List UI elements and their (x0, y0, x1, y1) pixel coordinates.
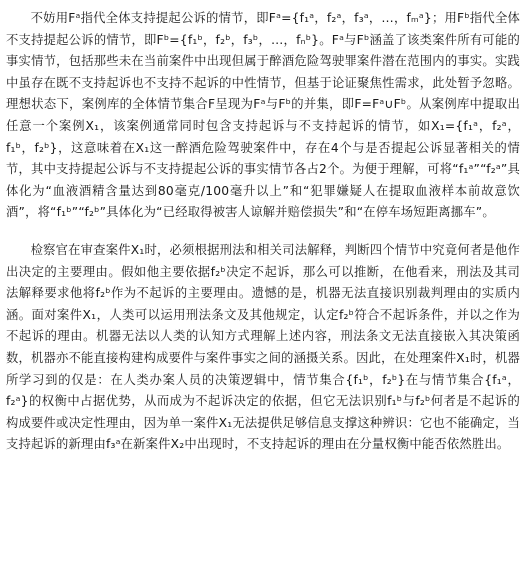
document-body (6, 8, 520, 456)
paragraph-2: 检察官在审查案件X₁时，必须根据刑法和相关司法解释，判断四个情节中究竟何者是他作出决定的主要理由。假如他主要依据f₂ᵇ决定不起诉，那么可以推断，在他看来，刑法及其司法解释要求他将f₂ᵇ作为不起诉的主要理由。遗憾的是，机器无法直接识别裁判理由的实质内涵。面对案件X₁，人类可以运用刑法条文及其他规定，认定f₂ᵇ符合不起诉条件，并以之作为不起诉的理由。机器无法以人类的认知方式理解上述内容，刑法条文无法直接嵌入其决策函数，机器亦不能直接构建构成要件与案件事实之间的涵摄关系。因此，在处理案件X₁时，机器所学习到的仅是：在人类办案人员的决策逻辑中，情节集合{f₁ᵇ，f₂ᵇ}在与情节集合{f₁ᵃ，f₂ᵃ}的权衡中占据优势，从而成为不起诉决定的依据，但它无法识别f₁ᵇ与f₂ᵇ何者是不起诉的构成要件或决定性理由，因为单一案件X₁无法提供足够信息支撑这种辨识：它也不能确定，当支持起诉的新理由f₃ᵃ在新案件X₂中出现时，不支持起诉的理由在分量权衡中能否依然胜出。 (6, 242, 520, 452)
paragraph-1: 不妨用Fᵃ指代全体支持提起公诉的情节，即Fᵃ={f₁ᵃ，f₂ᵃ，f₃ᵃ，…，fₘᵃ}；用Fᵇ指代全体不支持提起公诉的情节，即Fᵇ={f₁ᵇ，f₂ᵇ，f₃ᵇ，…，fₙᵇ}。Fᵃ与Fᵇ涵盖了该类案件所有可能的事实情节，包括那些未在当前案件中出现但属于醉酒危险驾驶罪案件潜在范围内的事实。实践中虽存在既不支持起诉也不支持不起诉的中性情节，但基于论证聚焦性需求，此处暂予忽略。理想状态下，案例库的全体情节集合F呈现为Fᵃ与Fᵇ的并集，即F=Fᵃ∪Fᵇ。从案例库中提取出任意一个案例X₁，该案例通常同时包含支持起诉与不支持起诉的情节，如X₁={f₁ᵃ，f₂ᵃ，f₁ᵇ，f₂ᵇ}，这意味着在X₁这一醉酒危险驾驶案件中，存在4个与是否提起公诉显著相关的情节，其中支持提起公诉与不支持提起公诉的事实情节各占2个。为便于理解，可将“f₁ᵃ”“f₂ᵃ”具体化为“血液酒精含量达到80毫克/100毫升以上”和“犯罪嫌疑人在提取血液样本前故意饮酒”，将“f₁ᵇ”“f₂ᵇ”具体化为“已经取得被害人谅解并赔偿损失”和“在停车场短距离挪车”。 (6, 11, 520, 220)
